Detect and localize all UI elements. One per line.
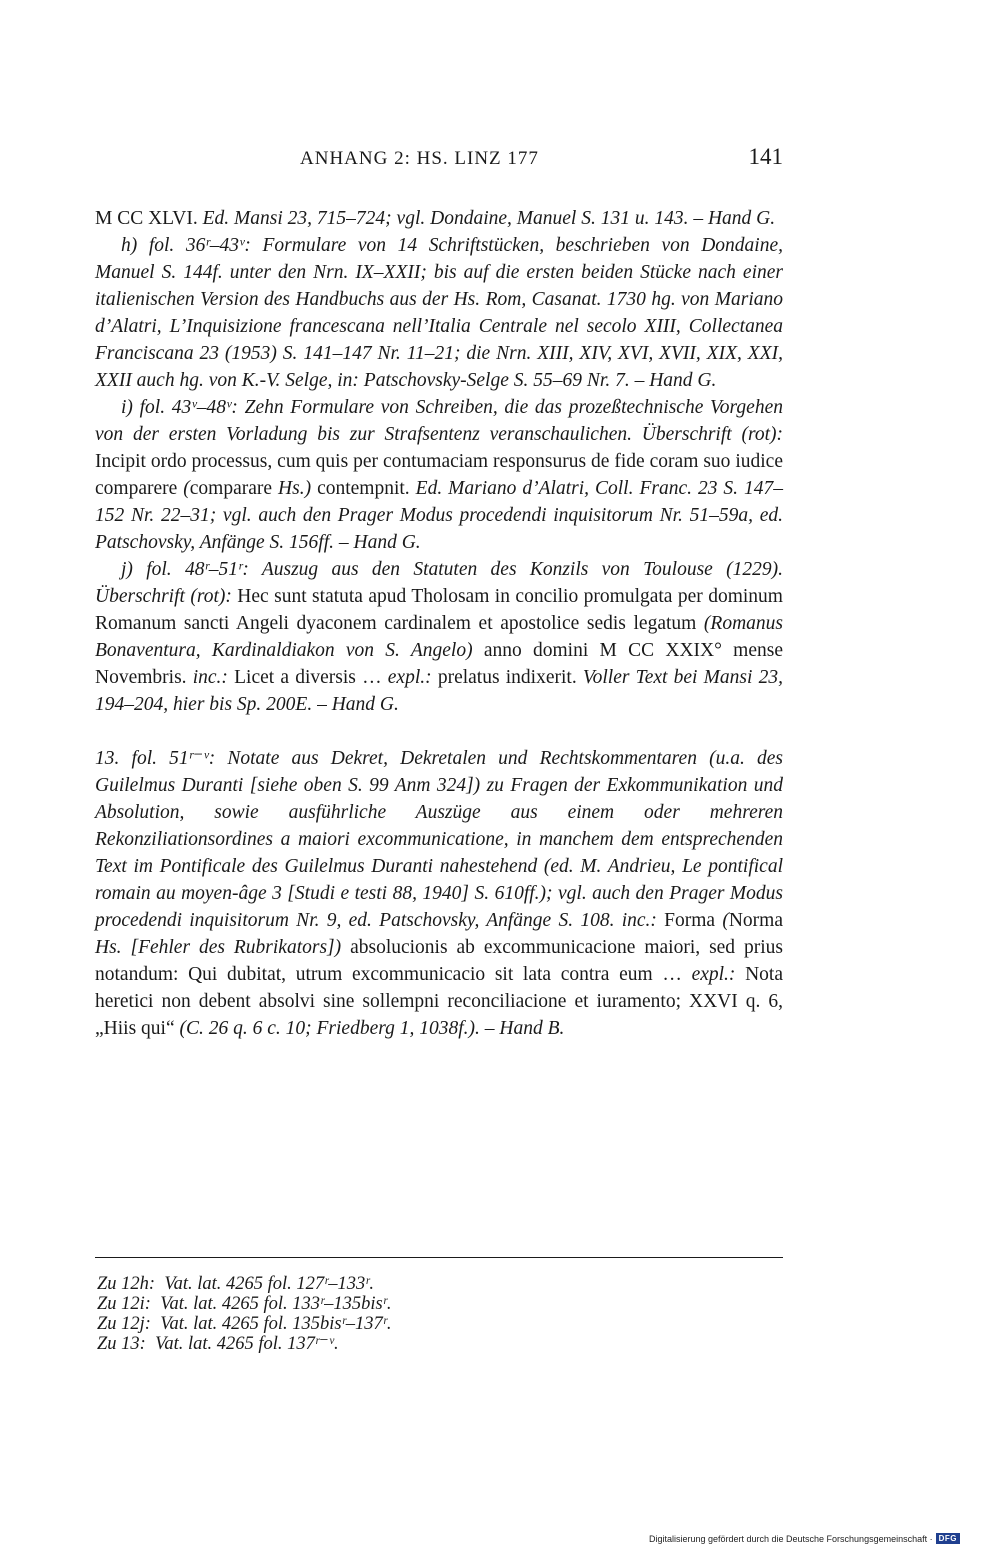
text-run: Licet a diversis … bbox=[234, 667, 388, 688]
text-run: Forma bbox=[664, 910, 723, 931]
text-run: Nota heretici non debent absolvi sine sollempni reconciliacione et iuramento; XXVI q. 6, „Hiis qui“ bbox=[95, 964, 783, 1039]
credit-text: Digitalisierung gefördert durch die Deutsche Forschungsgemeinschaft · bbox=[648, 1533, 933, 1544]
italic-run: j) fol. 48ʳ–51ʳ: Auszug aus den Statuten des Konzils von Toulouse (1229). Überschrift (rot): bbox=[95, 559, 783, 607]
text-run: absolucionis ab excommunicacione maiori, sed prius notandum: Qui dubitat, utrum excommunicacio sit lata contra eum … bbox=[95, 937, 783, 985]
text-run: prelatus indixerit. bbox=[437, 667, 583, 688]
book-page bbox=[95, 0, 783, 1556]
italic-run: Ed. Mansi 23, 715–724; vgl. Dondaine, Manuel S. 131 u. 143. – Hand G. bbox=[202, 208, 776, 229]
body-paragraph bbox=[95, 232, 783, 394]
italic-run: i) fol. 43ᵛ–48ᵛ: Zehn Formulare von Schreiben, die das prozeßtechnische Vorgehen von der ersten Vorladung bis zur Strafsentenz veranschaulichen. Überschrift (rot): bbox=[95, 397, 783, 445]
page-header bbox=[95, 146, 783, 172]
body-text bbox=[95, 205, 783, 1042]
page-number: 141 bbox=[748, 144, 783, 169]
italic-run: h) fol. 36ʳ–43ᵛ: Formulare von 14 Schriftstücken, beschrieben von Dondaine, Manuel S. 144f. unter den Nrn. IX–XXII; bis auf die ersten beiden Stücke nach einer italienischen Version des Handbuchs aus der Hs. Rom, Casanat. 1730 hg. von Mariano d’Alatri, L’Inquisizione francescana nell’Italia Centrale nel secolo XIII, Collectanea Franciscana 23 (1953) S. 141–147 Nr. 11–21; die Nrn. XIII, XIV, XVI, XVII, XIX, XXI, XXII auch hg. von K.-V. Selge, in: Patschovsky-Selge S. 55–69 Nr. 7. – Hand G. bbox=[95, 235, 783, 391]
footnote: Zu 13: Vat. lat. 4265 fol. 137ʳ⁻ᵛ. bbox=[97, 1334, 339, 1354]
section-paragraph bbox=[95, 745, 783, 1042]
footnote: Zu 12h: Vat. lat. 4265 fol. 127ʳ–133ʳ. bbox=[97, 1274, 374, 1294]
body-paragraph bbox=[95, 556, 783, 718]
text-run: anno domini M CC XXIX° mense Novembris. bbox=[95, 640, 783, 688]
dfg-logo: DFG bbox=[936, 1533, 960, 1544]
italic-run: 13. fol. 51ʳ⁻ᵛ: Notate aus Dekret, Dekretalen und Rechtskommentaren (u.a. des Guilelmus Duranti [siehe oben S. 99 Anm 324]) zu Fragen der Exkommunikation und Absolution, sowie ausführliche Auszüge aus einem oder mehreren Rekonziliationsordines a maiori excommunicatione, in manchem dem entsprechenden Text im Pontificale des Guilelmus Duranti nahestehend (ed. M. Andrieu, Le pontifical romain au moyen-âge 3 [Studi e testi 88, 1940] S. 610ff.); vgl. auch den Prager Modus procedendi inquisitorum Nr. 9, ed. Patschovsky, Anfänge S. 108. inc.: bbox=[95, 748, 783, 931]
running-title: ANHANG 2: HS. LINZ 177 bbox=[300, 148, 539, 169]
text-run: Norma bbox=[728, 910, 783, 931]
italic-run: inc.: bbox=[192, 667, 235, 688]
text-run: M CC XLVI. bbox=[95, 208, 203, 229]
italic-run: expl.: bbox=[387, 667, 438, 688]
footnote: Zu 12j: Vat. lat. 4265 fol. 135bisʳ–137ʳ. bbox=[97, 1314, 392, 1334]
body-paragraph bbox=[95, 205, 783, 232]
digitization-credit bbox=[649, 1533, 960, 1544]
body-paragraph bbox=[95, 394, 783, 556]
italic-run: ( bbox=[183, 478, 190, 499]
italic-run: (C. 26 q. 6 c. 10; Friedberg 1, 1038f.). – Hand B. bbox=[179, 1018, 565, 1039]
italic-run: Ed. Mariano d’Alatri, Coll. Franc. 23 S. 147–152 Nr. 22–31; vgl. auch den Prager Modus procedendi inquisitorum Nr. 51–59a, ed. Patschovsky, Anfänge S. 156ff. – Hand G. bbox=[95, 478, 784, 553]
italic-run: Hs. [Fehler des Rubrikators]) bbox=[95, 937, 351, 958]
italic-run: (Romanus Bonaventura, Kardinaldiakon von S. Angelo) bbox=[95, 613, 783, 661]
footnote: Zu 12i: Vat. lat. 4265 fol. 133ʳ–135bisʳ. bbox=[97, 1294, 392, 1314]
italic-run: Voller Text bei Mansi 23, 194–204, hier bis Sp. 200E. – Hand G. bbox=[95, 667, 783, 715]
footnotes bbox=[97, 1274, 391, 1354]
text-run: contempnit. bbox=[317, 478, 416, 499]
text-run: comparare bbox=[189, 478, 279, 499]
text-run: Incipit ordo processus, cum quis per contumaciam responsurus de fide coram suo iudice comparere bbox=[95, 451, 783, 499]
italic-run: ( bbox=[722, 910, 729, 931]
footnote-rule bbox=[95, 1257, 783, 1258]
italic-run: expl.: bbox=[691, 964, 746, 985]
italic-run: Hs.) bbox=[278, 478, 318, 499]
text-run: Hec sunt statuta apud Tholosam in concilio promulgata per dominum Romanum sancti Angeli dyaconem cardinalem et apostolice sedis legatum bbox=[95, 586, 783, 634]
